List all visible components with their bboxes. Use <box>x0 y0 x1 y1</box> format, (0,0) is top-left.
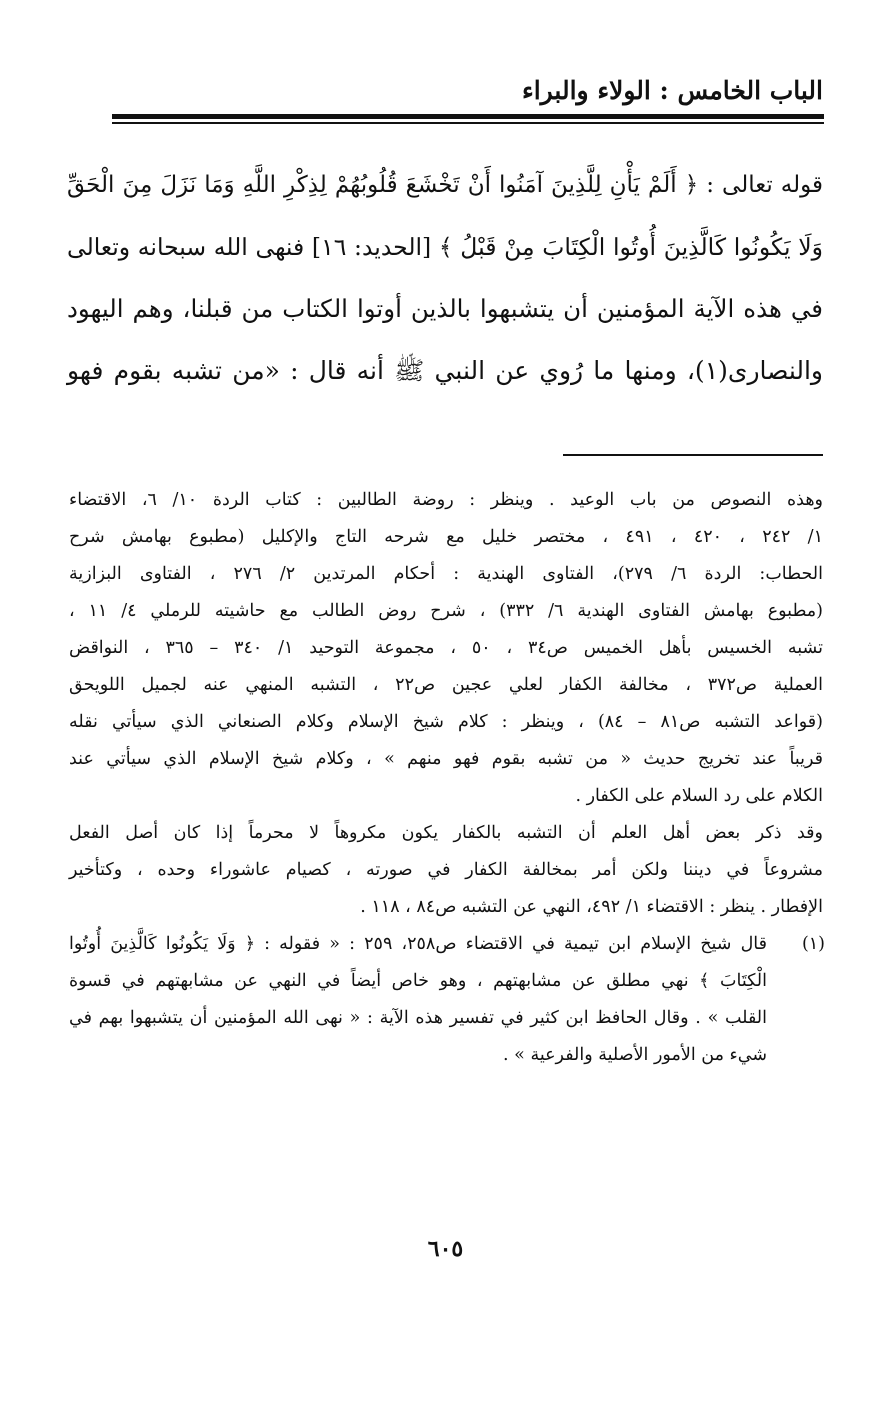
main-body-text <box>67 154 823 402</box>
footnote-1 <box>69 926 823 1074</box>
footnote-line: ١/ ٢٤٢ ، ٤٢٠ ، ٤٩١ ، مختصر خليل مع شرحه التاج والإكليل (مطبوع بهامش شرح <box>69 527 823 547</box>
footnote-line: (قواعد التشبه ص٨١ – ٨٤) ، وينظر : كلام شيخ الإسلام وكلام الصنعاني الذي سيأتي نقله <box>69 712 823 732</box>
header-rule-thick <box>112 114 824 119</box>
footnote-line: وهذه النصوص من باب الوعيد . وينظر : روضة الطالبين : كتاب الردة ١٠/ ٦، الاقتضاء <box>69 490 823 510</box>
footnote-line: مشروعاً في ديننا ولكن أمر بمخالفة الكفار في صورته ، كصيام عاشوراء وحده ، وكتأخير <box>69 860 823 880</box>
main-line-2: وَلَا يَكُونُوا كَالَّذِينَ أُوتُوا الْكِتَابَ مِنْ قَبْلُ ﴾ [الحديد: ١٦] فنهى الله سبحانه وتعالى <box>67 233 823 261</box>
footnote-line: القلب » . وقال الحافظ ابن كثير في تفسير هذه الآية : « نهى الله المؤمنين أن يتشبهوا بهم في <box>69 1008 767 1028</box>
footnote-line: قال شيخ الإسلام ابن تيمية في الاقتضاء ص٢٥٨، ٢٥٩ : « فقوله : ﴿ وَلَا يَكُونُوا كَالَّذِينَ أُوتُوا <box>69 934 767 954</box>
footnote-line: (مطبوع بهامش الفتاوى الهندية ٦/ ٣٣٢) ، شرح روض الطالب مع حاشيته للرملي ٤/ ١١ ، <box>69 601 824 621</box>
chapter-header: الباب الخامس : الولاء والبراء <box>521 76 823 105</box>
page-number: ٦٠٥ <box>427 1236 464 1262</box>
footnote-line: شيء من الأمور الأصلية والفرعية » . <box>503 1045 767 1065</box>
main-line-4: والنصارى(١)، ومنها ما رُوي عن النبي ﷺ أنه قال : «من تشبه بقوم فهو <box>67 356 823 385</box>
footnote-line: الإفطار . ينظر : الاقتضاء ١/ ٤٩٢، النهي عن التشبه ص٨٤ ، ١١٨ . <box>360 897 823 917</box>
footnote-continuation <box>69 482 823 815</box>
footnote-1-body <box>69 926 767 1074</box>
main-line-1: قوله تعالى : ﴿ أَلَمْ يَأْنِ لِلَّذِينَ آمَنُوا أَنْ تَخْشَعَ قُلُوبُهُمْ لِذِكْرِ اللَّهِ وَمَا نَزَلَ مِنَ الْحَقِّ <box>67 172 823 198</box>
footnote-second-paragraph <box>69 815 823 926</box>
footnote-line: وقد ذكر بعض أهل العلم أن التشبه بالكفار يكون مكروهاً لا محرماً إذا كان أصل الفعل <box>69 823 823 843</box>
footnote-line: الحطاب: الردة ٦/ ٢٧٩)، الفتاوى الهندية : أحكام المرتدين ٢/ ٢٧٦ ، الفتاوى البزازية <box>69 564 823 584</box>
footnote-line: تشبه الخسيس بأهل الخميس ص٣٤ ، ٥٠ ، مجموعة التوحيد ١/ ٣٤٠ – ٣٦٥ ، النواقض <box>69 638 823 658</box>
footnote-line: العملية ص٣٧٢ ، مخالفة الكفار لعلي عجين ص٢٢ ، التشبه المنهي عنه لجميل اللويحق <box>69 675 823 695</box>
footnote-line: الْكِتَابَ ﴾ نهي مطلق عن مشابهتهم ، وهو خاص أيضاً في النهي عن مشابهتهم في قسوة <box>69 971 767 991</box>
footnote-line: قريباً عند تخريج حديث « من تشبه بقوم فهو منهم » ، وكلام شيخ الإسلام الذي سيأتي عند <box>69 749 823 769</box>
footnote-separator <box>563 454 823 456</box>
header-rule-thin <box>112 122 824 124</box>
footnote-number: (١) <box>801 934 825 954</box>
footnotes <box>69 482 823 1074</box>
main-line-3: في هذه الآية المؤمنين أن يتشبهوا بالذين أوتوا الكتاب من قبلنا، وهم اليهود <box>67 294 823 323</box>
footnote-line: الكلام على رد السلام على الكفار . <box>575 786 823 806</box>
